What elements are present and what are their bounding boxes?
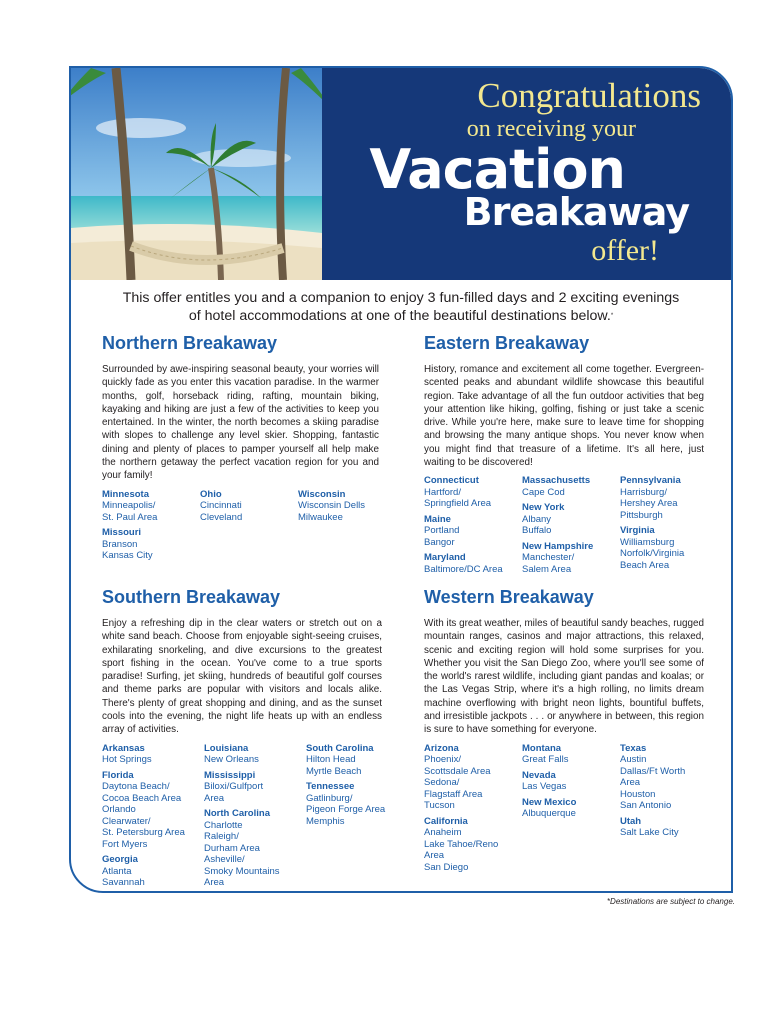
destination-column (424, 743, 522, 878)
city-name: Scottsdale Area (424, 765, 491, 777)
city-name: Bangor (424, 536, 455, 548)
state-group (522, 541, 620, 576)
city-name: New Orleans (204, 754, 259, 766)
city-name: Area (204, 877, 225, 889)
city-name: Cleveland (200, 511, 243, 523)
city-name: Pigeon Forge Area (306, 804, 386, 816)
state-group (424, 816, 522, 874)
city-name: Anaheim (424, 827, 462, 839)
state-group (522, 797, 620, 820)
state-group (620, 816, 715, 839)
destination-column (620, 743, 715, 878)
state-name: Tennessee (306, 781, 355, 793)
state-name: Louisiana (204, 742, 249, 754)
destination-column (620, 475, 715, 579)
intro-line-2 (89, 307, 713, 325)
city-name: Hartford/ (424, 486, 461, 498)
city-name: Savannah (102, 877, 145, 889)
section-description: Surrounded by awe-inspiring seasonal beauty, your worries will quickly fade as you enter this vacation paradise. In the warmer months, golf, horseback riding, rafting, mountain biking, kayaking and hiking are just a few of the activities to keep you entertained. In the winter, the north becomes a skiing paradise with slopes to challenge any level skier. Shopping, fantastic dining and plenty of places to pamper yourself all help make the northern getaway the perfect vacation region for you and your family! (102, 364, 379, 482)
state-name: Nevada (522, 769, 556, 781)
city-name: San Diego (424, 861, 469, 873)
northern-section (102, 333, 379, 566)
state-name: Maryland (424, 552, 466, 564)
state-name: California (424, 815, 468, 827)
city-name: Baltimore/DC Area (424, 563, 503, 575)
destination-list (102, 742, 386, 893)
headline-breakaway: Breakaway (463, 190, 689, 234)
state-group (522, 502, 620, 537)
section-description: Enjoy a refreshing dip in the clear waters or stretch out on a white sand beach. Choose from enjoyable sight-seeing cruises, exhilarating snorkeling, and dive excursions to the greatest sport fishing in the ocean. You've come to a true sports paradise! Surfing, jet skiing, hundreds of beautiful golf courses and theme parks are popular with visitors and locals alike. There's plenty of great shopping and dining, and as the sunset cools into the evening, the night life heats up with an endless array of activities. (102, 618, 382, 736)
state-group (620, 743, 715, 812)
state-group (102, 489, 200, 524)
section-title: Southern Breakaway (102, 587, 281, 607)
destination-column (102, 489, 200, 566)
state-name: Arkansas (102, 742, 145, 754)
section-title: Western Breakaway (424, 587, 594, 607)
destination-column (200, 489, 298, 566)
intro-text (89, 289, 713, 325)
city-name: San Antonio (620, 800, 672, 812)
destination-column (102, 743, 204, 893)
city-name: Beach Area (620, 559, 670, 571)
city-name: Albany (522, 513, 552, 525)
headline-banner (322, 68, 731, 280)
city-name: Cincinnati (200, 500, 242, 512)
city-name: Asheville/ (204, 854, 245, 866)
state-name: Minnesota (102, 488, 149, 500)
city-name: Area (424, 850, 445, 862)
state-group (522, 770, 620, 793)
beach-hammock-image (71, 68, 322, 280)
headline-offer: offer! (591, 234, 659, 267)
city-name: Tucson (424, 800, 455, 812)
destination-column (298, 489, 398, 566)
city-name: Flagstaff Area (424, 788, 483, 800)
intro-line-1: This offer entitles you and a companion to enjoy 3 fun-filled days and 2 exciting evenings (122, 290, 680, 306)
western-section (424, 587, 704, 877)
city-name: Kansas City (102, 550, 153, 562)
city-name: Las Vegas (522, 781, 567, 793)
beach-photo (71, 68, 322, 280)
city-name: Biloxi/Gulfport (204, 781, 264, 793)
state-name: Georgia (102, 854, 138, 866)
city-name: Fort Myers (102, 838, 148, 850)
city-name: Orlando (102, 804, 136, 816)
city-name: Manchester/ (522, 552, 575, 564)
city-name: Salt Lake City (620, 827, 679, 839)
state-name: North Carolina (204, 808, 270, 820)
state-name: Ohio (200, 488, 222, 500)
city-name: Springfield Area (424, 498, 492, 510)
state-name: Texas (620, 742, 647, 754)
state-name: Utah (620, 815, 642, 827)
section-title: Northern Breakaway (102, 333, 278, 353)
eastern-section (424, 333, 704, 579)
state-name: Missouri (102, 527, 142, 539)
city-name: Cocoa Beach Area (102, 792, 182, 804)
city-name: Area (620, 777, 641, 789)
destination-column (204, 743, 306, 893)
headline-vacation: Vacation (369, 138, 625, 201)
state-group (102, 854, 204, 889)
state-group (204, 770, 306, 805)
city-name: Cape Cod (522, 486, 565, 498)
destination-column (522, 475, 620, 579)
city-name: Great Falls (522, 754, 569, 766)
city-name: St. Paul Area (102, 511, 158, 523)
city-name: Williamsburg (620, 536, 675, 548)
city-name: Phoenix/ (424, 754, 461, 766)
southern-section (102, 587, 386, 893)
city-name: Hot Springs (102, 754, 152, 766)
state-name: Pennsylvania (620, 475, 681, 487)
city-name: Myrtle Beach (306, 765, 362, 777)
footnote: *Destinations are subject to change. (606, 897, 735, 906)
city-name: Harrisburg/ (620, 486, 667, 498)
state-group (522, 743, 620, 766)
state-name: Arizona (424, 742, 459, 754)
section-description: History, romance and excitement all come together. Evergreen-scented peaks and abundant wildlife showcase this beautiful region. Take advantage of all the fun outdoor activities that beg your attention like hiking, golfing, fishing or just take a scenic drive. While you're here, make sure to leave time for shopping and browsing the many antique shops. You never know when you might find that treasure of a lifetime. It's all here, just waiting to be discovered! (424, 364, 704, 469)
state-group (424, 552, 522, 575)
destination-column (522, 743, 620, 878)
city-name: Raleigh/ (204, 831, 239, 843)
state-group (102, 743, 204, 766)
state-group (424, 475, 522, 510)
city-name: Minneapolis/ (102, 500, 156, 512)
city-name: Lake Tahoe/Reno (424, 838, 499, 850)
state-name: Wisconsin (298, 488, 346, 500)
offer-frame (69, 66, 733, 893)
state-name: Connecticut (424, 475, 479, 487)
state-group (424, 743, 522, 812)
city-name: Durham Area (204, 842, 260, 854)
intro-asterisk: * (610, 313, 614, 319)
state-name: South Carolina (306, 742, 374, 754)
intro-line-2-text: of hotel accommodations at one of the beautiful destinations below. (188, 308, 611, 324)
state-group (204, 743, 306, 766)
destination-list (102, 489, 379, 566)
city-name: Milwaukee (298, 511, 343, 523)
city-name: Dallas/Ft Worth (620, 765, 686, 777)
state-group (620, 475, 715, 521)
city-name: Smoky Mountains (204, 865, 280, 877)
state-group (522, 475, 620, 498)
city-name: Wisconsin Dells (298, 500, 366, 512)
state-group (200, 489, 298, 524)
state-group (424, 514, 522, 549)
destination-list (424, 475, 704, 579)
city-name: Albuquerque (522, 808, 576, 820)
destination-column (424, 475, 522, 579)
state-group (298, 489, 398, 524)
state-name: New Hampshire (522, 540, 594, 552)
state-name: Florida (102, 769, 134, 781)
city-name: Hershey Area (620, 498, 678, 510)
city-name: Portland (424, 525, 460, 537)
city-name: Salem Area (522, 563, 572, 575)
state-group (620, 525, 715, 571)
headline-congratulations: Congratulations (477, 76, 701, 115)
city-name: Atlanta (102, 865, 132, 877)
city-name: Houston (620, 788, 656, 800)
state-name: Montana (522, 742, 562, 754)
state-name: Virginia (620, 525, 655, 537)
destination-list (424, 743, 704, 878)
state-name: Massachusetts (522, 475, 591, 487)
city-name: St. Petersburg Area (102, 827, 185, 839)
state-name: Maine (424, 513, 451, 525)
state-name: Mississippi (204, 769, 256, 781)
city-name: Area (204, 792, 225, 804)
state-name: New Mexico (522, 796, 577, 808)
city-name: Buffalo (522, 525, 552, 537)
city-name: Pittsburgh (620, 509, 663, 521)
city-name: Sedona/ (424, 777, 460, 789)
city-name: Charlotte (204, 819, 243, 831)
section-description: With its great weather, miles of beautiful sandy beaches, rugged mountain ranges, casinos and major attractions, this relaxed, scenic and exciting region will hold some surprises for you. Whether you visit the San Diego Zoo, where you'll see some of the world's rarest wildlife, including giant pandas and koalas; or the Las Vegas Strip, where it's a high rolling, no limits dream machine overflowing with bright neon lights, bountiful buffets, and irresistible jackpots . . . or anywhere in between, this region is sure to have something for everyone. (424, 618, 704, 736)
state-group (306, 781, 401, 827)
section-title: Eastern Breakaway (424, 333, 590, 353)
city-name: Austin (620, 754, 647, 766)
city-name: Gatlinburg/ (306, 792, 353, 804)
city-name: Norfolk/Virginia (620, 548, 685, 560)
city-name: Memphis (306, 815, 345, 827)
state-group (204, 808, 306, 889)
state-group (102, 770, 204, 851)
city-name: Branson (102, 538, 138, 550)
state-group (306, 743, 401, 778)
city-name: Hilton Head (306, 754, 356, 766)
destination-column (306, 743, 401, 893)
state-group (102, 527, 200, 562)
state-name: New York (522, 502, 565, 514)
headline-subtitle: on receiving your (466, 116, 636, 142)
city-name: Daytona Beach/ (102, 781, 170, 793)
city-name: Clearwater/ (102, 815, 151, 827)
